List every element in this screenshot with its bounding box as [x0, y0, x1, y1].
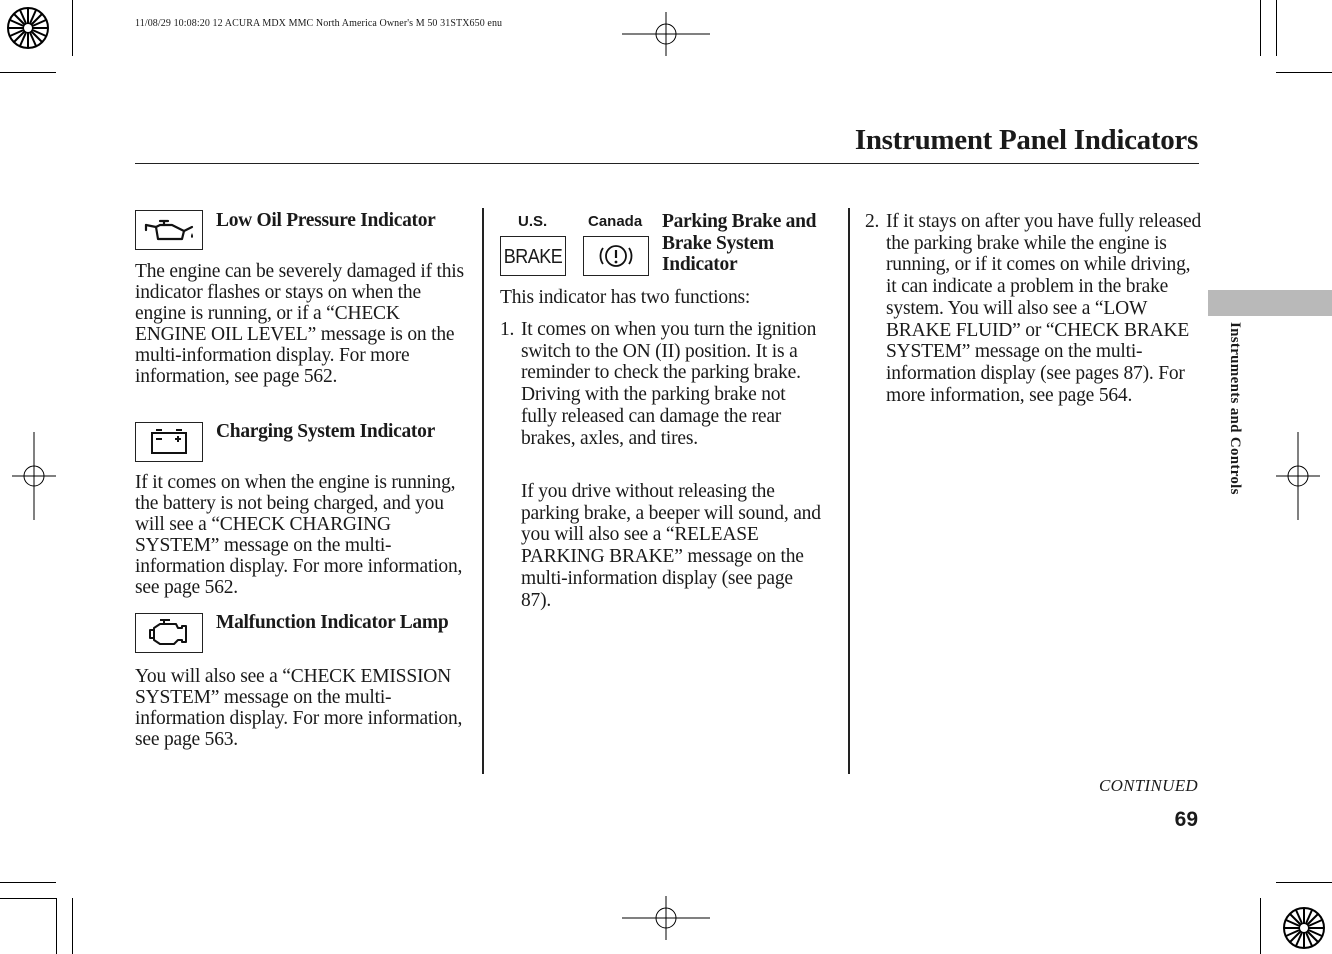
us-label: U.S.	[518, 213, 548, 230]
section-tab-label: Instruments and Controls	[1227, 322, 1243, 495]
mil-body: You will also see a “CHECK EMISSION SYSTEM” message on the multi-information display. For more information, see page 563.	[135, 666, 463, 750]
battery-icon	[136, 423, 202, 461]
low-oil-heading: Low Oil Pressure Indicator	[216, 210, 436, 231]
brake-heading: Parking Brake and Brake System Indicator	[662, 211, 817, 275]
brake-us-icon-box	[500, 236, 566, 276]
section-tab-label-wrap	[1227, 322, 1250, 532]
crosshair-icon	[12, 432, 56, 520]
crosshair-icon	[622, 12, 710, 56]
item1-number: 1.	[500, 319, 515, 340]
item2-number: 2.	[865, 211, 880, 232]
charging-body: If it comes on when the engine is running, the battery is not being charged, and you will see a “CHECK CHARGING SYSTEM” message on the multi-information display. For more information, see page 562.	[135, 472, 463, 598]
engine-icon	[136, 614, 202, 652]
item1-extra-text: If you drive without releasing the parking brake, a beeper will sound, and you will also see a “RELEASE PARKING BRAKE” message on the multi-information display (see page 87).	[521, 481, 821, 611]
registration-starburst-icon	[1276, 898, 1332, 954]
crosshair-icon	[622, 896, 710, 940]
brake-warning-icon	[596, 241, 636, 271]
page-title: Instrument Panel Indicators	[854, 124, 1198, 156]
section-tab	[1208, 290, 1332, 316]
charging-icon-box	[135, 422, 203, 462]
continued-label: CONTINUED	[1098, 776, 1198, 795]
brake-canada-icon-box	[583, 236, 649, 276]
mil-heading: Malfunction Indicator Lamp	[216, 612, 449, 633]
crosshair-icon	[1276, 432, 1320, 520]
oil-can-icon	[136, 211, 202, 249]
brake-intro: This indicator has two functions:	[500, 287, 751, 308]
title-rule	[135, 163, 1199, 164]
page-number: 69	[1174, 808, 1198, 831]
item2-text: If it stays on after you have fully released the parking brake while the engine is running, or if it comes on while driving, it can indicate a problem in the brake system. You will also see a “LOW BRAKE FLUID” or “CHECK BRAKE SYSTEM” message on the multi-information display (see pages 87). For more information, see page 564.	[886, 211, 1201, 406]
registration-starburst-icon	[0, 0, 80, 80]
low-oil-body: The engine can be severely damaged if this indicator flashes or stays on when the engine is running, or if a “CHECK ENGINE OIL LEVEL” message is on the multi-information display. For more information, see page 562.	[135, 261, 464, 387]
canada-label: Canada	[588, 213, 643, 230]
column-divider	[482, 208, 484, 774]
charging-heading: Charging System Indicator	[216, 421, 435, 442]
print-header: 11/08/29 10:08:20 12 ACURA MDX MMC North America Owner's M 50 31STX650 enu	[135, 18, 503, 29]
low-oil-icon-box	[135, 210, 203, 250]
mil-icon-box	[135, 613, 203, 653]
item1-text: It comes on when you turn the ignition switch to the ON (II) position. It is a reminder to check the parking brake. Driving with the parking brake not fully released can damage the rear brakes, axles, and tires.	[521, 319, 817, 449]
brake-text-icon: BRAKE	[503, 243, 563, 267]
column-divider	[848, 208, 850, 774]
